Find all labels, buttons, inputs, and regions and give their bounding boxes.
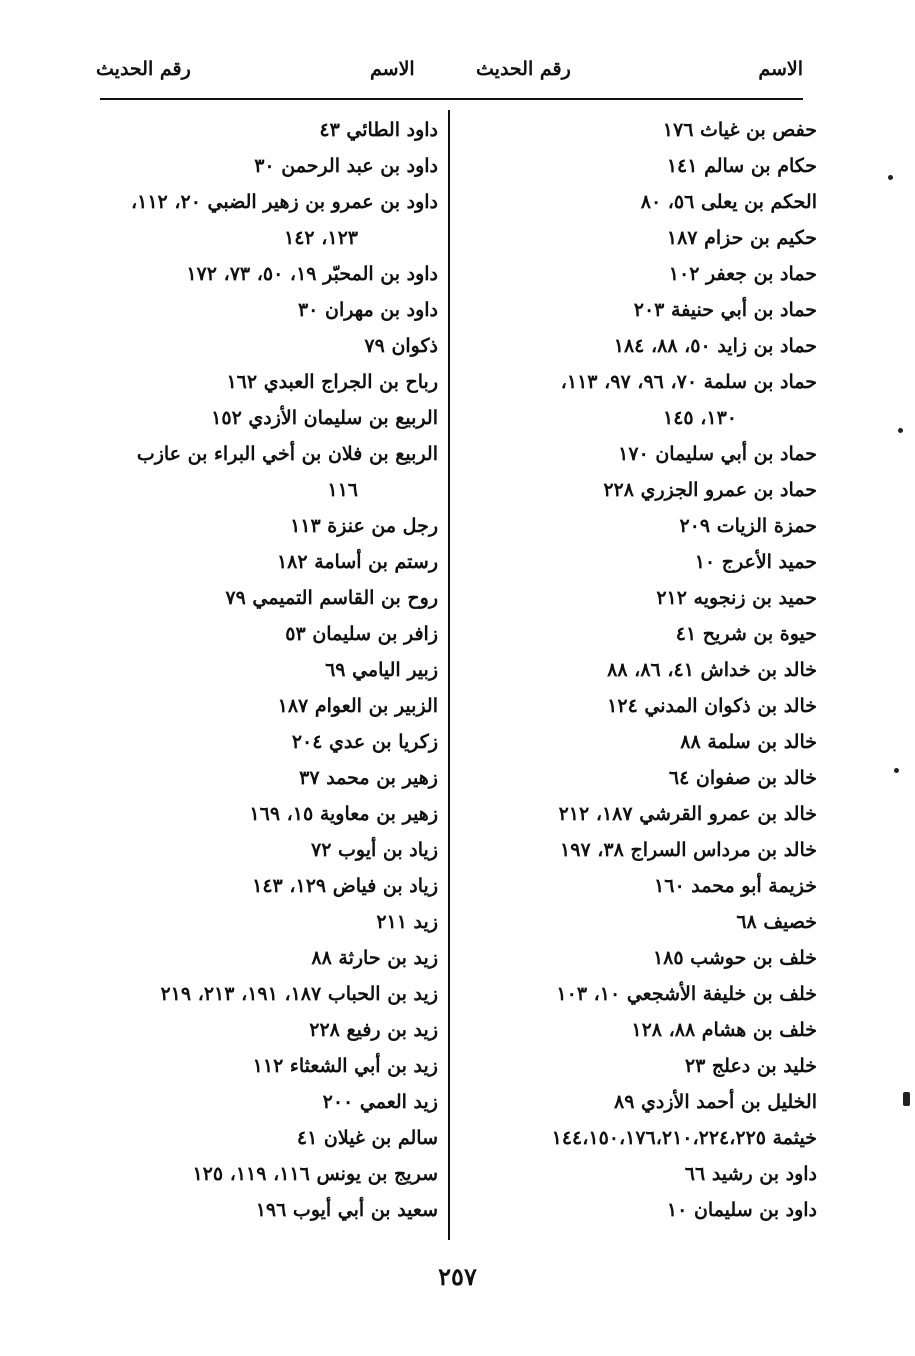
index-entry: حميد بن زنجويه ٢١٢ [656, 587, 817, 609]
margin-mark [894, 768, 899, 773]
margin-mark [903, 1092, 910, 1106]
index-entry: خالد بن خداش ٤١، ٨٦، ٨٨ [607, 659, 817, 681]
index-entry [487, 364, 817, 436]
index-entry: الربيع بن سليمان الأزدي ١٥٢ [211, 407, 438, 429]
header-name-mid: الاسم [370, 58, 415, 80]
index-entry: حماد بن جعفر ١٠٢ [668, 263, 817, 285]
index-entry: الزبير بن العوام ١٨٧ [277, 695, 438, 717]
margin-mark [888, 175, 893, 180]
index-entry [93, 184, 438, 256]
index-entry: خزيمة أبو محمد ١٦٠ [654, 875, 817, 897]
index-entry: زيد العمي ٢٠٠ [322, 1091, 438, 1113]
index-entry: سريج بن يونس ١١٦، ١١٩، ١٢٥ [192, 1163, 438, 1185]
index-entry: خالد بن مرداس السراج ٣٨، ١٩٧ [560, 839, 817, 861]
index-entry: سعيد بن أبي أيوب ١٩٦ [255, 1199, 438, 1221]
page-number: ٢٥٧ [438, 1262, 477, 1291]
index-entry: داود بن المحبّر ١٩، ٥٠، ٧٣، ١٧٢ [186, 263, 438, 285]
index-entry: خلف بن هشام ٨٨، ١٢٨ [631, 1019, 817, 1041]
index-entry: زياد بن أيوب ٧٢ [311, 839, 438, 861]
index-entry: خالد بن عمرو القرشي ١٨٧، ٢١٢ [558, 803, 817, 825]
index-entry: زياد بن فياض ١٢٩، ١٤٣ [252, 875, 438, 897]
index-entry: زيد ٢١١ [376, 911, 438, 933]
index-entry: زيد بن رفيع ٢٢٨ [309, 1019, 438, 1041]
index-entry: زبير اليامي ٦٩ [325, 659, 438, 681]
index-column-right [487, 112, 817, 1228]
index-entry: داود بن رشيد ٦٦ [684, 1163, 817, 1185]
header-rule [100, 98, 803, 100]
index-entry: حكيم بن حزام ١٨٧ [666, 227, 817, 249]
index-column-left [93, 112, 438, 1228]
index-entry: زيد بن الحباب ١٨٧، ١٩١، ٢١٣، ٢١٩ [160, 983, 438, 1005]
index-entry: الخليل بن أحمد الأزدي ٨٩ [614, 1091, 817, 1113]
index-entry: داود بن سليمان ١٠ [666, 1199, 817, 1221]
header-number-mid: رقم الحديث [476, 58, 571, 80]
index-entry: خالد بن صفوان ٦٤ [668, 767, 817, 789]
index-entry: حيوة بن شريح ٤١ [675, 623, 817, 645]
index-entry: خليد بن دعلج ٢٣ [684, 1055, 817, 1077]
index-entry: داود بن عبد الرحمن ٣٠ [254, 155, 438, 177]
header-number-left: رقم الحديث [96, 58, 191, 80]
index-entry-line: حماد بن سلمة ٧٠، ٩٦، ٩٧، ١١٣، [560, 371, 817, 393]
index-entry: رستم بن أسامة ١٨٢ [276, 551, 438, 573]
index-entry: داود بن مهران ٣٠ [297, 299, 438, 321]
index-entry: خالد بن سلمة ٨٨ [680, 731, 817, 753]
index-entry: روح بن القاسم التميمي ٧٩ [225, 587, 438, 609]
index-entry: زهير بن محمد ٣٧ [299, 767, 438, 789]
index-entry: حماد بن عمرو الجزري ٢٢٨ [603, 479, 817, 501]
index-entry-continuation: ١٢٣، ١٤٢ [284, 227, 358, 249]
index-entry: زافر بن سليمان ٥٣ [285, 623, 438, 645]
index-entry-continuation: ١١٦ [327, 479, 358, 501]
index-entry: حمزة الزيات ٢٠٩ [679, 515, 817, 537]
index-entry: حفص بن غياث ١٧٦ [662, 119, 817, 141]
margin-mark [898, 428, 903, 433]
index-entry: خصيف ٦٨ [736, 911, 817, 933]
index-entry: رجل من عنزة ١١٣ [290, 515, 438, 537]
index-entry: زيد بن أبي الشعثاء ١١٢ [252, 1055, 438, 1077]
index-entry: خالد بن ذكوان المدني ١٢٤ [607, 695, 817, 717]
index-entry: سالم بن غيلان ٤١ [296, 1127, 438, 1149]
index-entry-line: داود بن عمرو بن زهير الضبي ٢٠، ١١٢، [130, 191, 438, 213]
index-entry: حماد بن أبي سليمان ١٧٠ [618, 443, 817, 465]
index-entry: الحكم بن يعلى ٥٦، ٨٠ [640, 191, 817, 213]
index-entry: رباح بن الجراج العبدي ١٦٢ [226, 371, 438, 393]
index-entry: خيثمة ١٤٤،١٥٠،١٧٦،٢١٠،٢٢٤،٢٢٥ [551, 1127, 817, 1149]
index-entry: داود الطائي ٤٣ [319, 119, 438, 141]
index-entry [93, 436, 438, 508]
index-entry: حميد الأعرج ١٠ [694, 551, 817, 573]
index-entry: زهير بن معاوية ١٥، ١٦٩ [249, 803, 438, 825]
index-entry: حماد بن أبي حنيفة ٢٠٣ [633, 299, 817, 321]
index-entry: زكريا بن عدي ٢٠٤ [291, 731, 438, 753]
header-name-right: الاسم [758, 58, 803, 80]
index-entry: حكام بن سالم ١٤١ [666, 155, 817, 177]
index-entry-continuation: ١٣٠، ١٤٥ [663, 407, 737, 429]
index-entry: زيد بن حارثة ٨٨ [311, 947, 438, 969]
index-entry: خلف بن خليفة الأشجعي ١٠، ١٠٣ [556, 983, 817, 1005]
index-entry: حماد بن زايد ٥٠، ٨٨، ١٨٤ [613, 335, 817, 357]
index-entry: ذكوان ٧٩ [364, 335, 438, 357]
index-entry: خلف بن حوشب ١٨٥ [652, 947, 817, 969]
column-divider [448, 110, 450, 1240]
index-entry-line: الربيع بن فلان بن أخي البراء بن عازب [136, 443, 438, 465]
